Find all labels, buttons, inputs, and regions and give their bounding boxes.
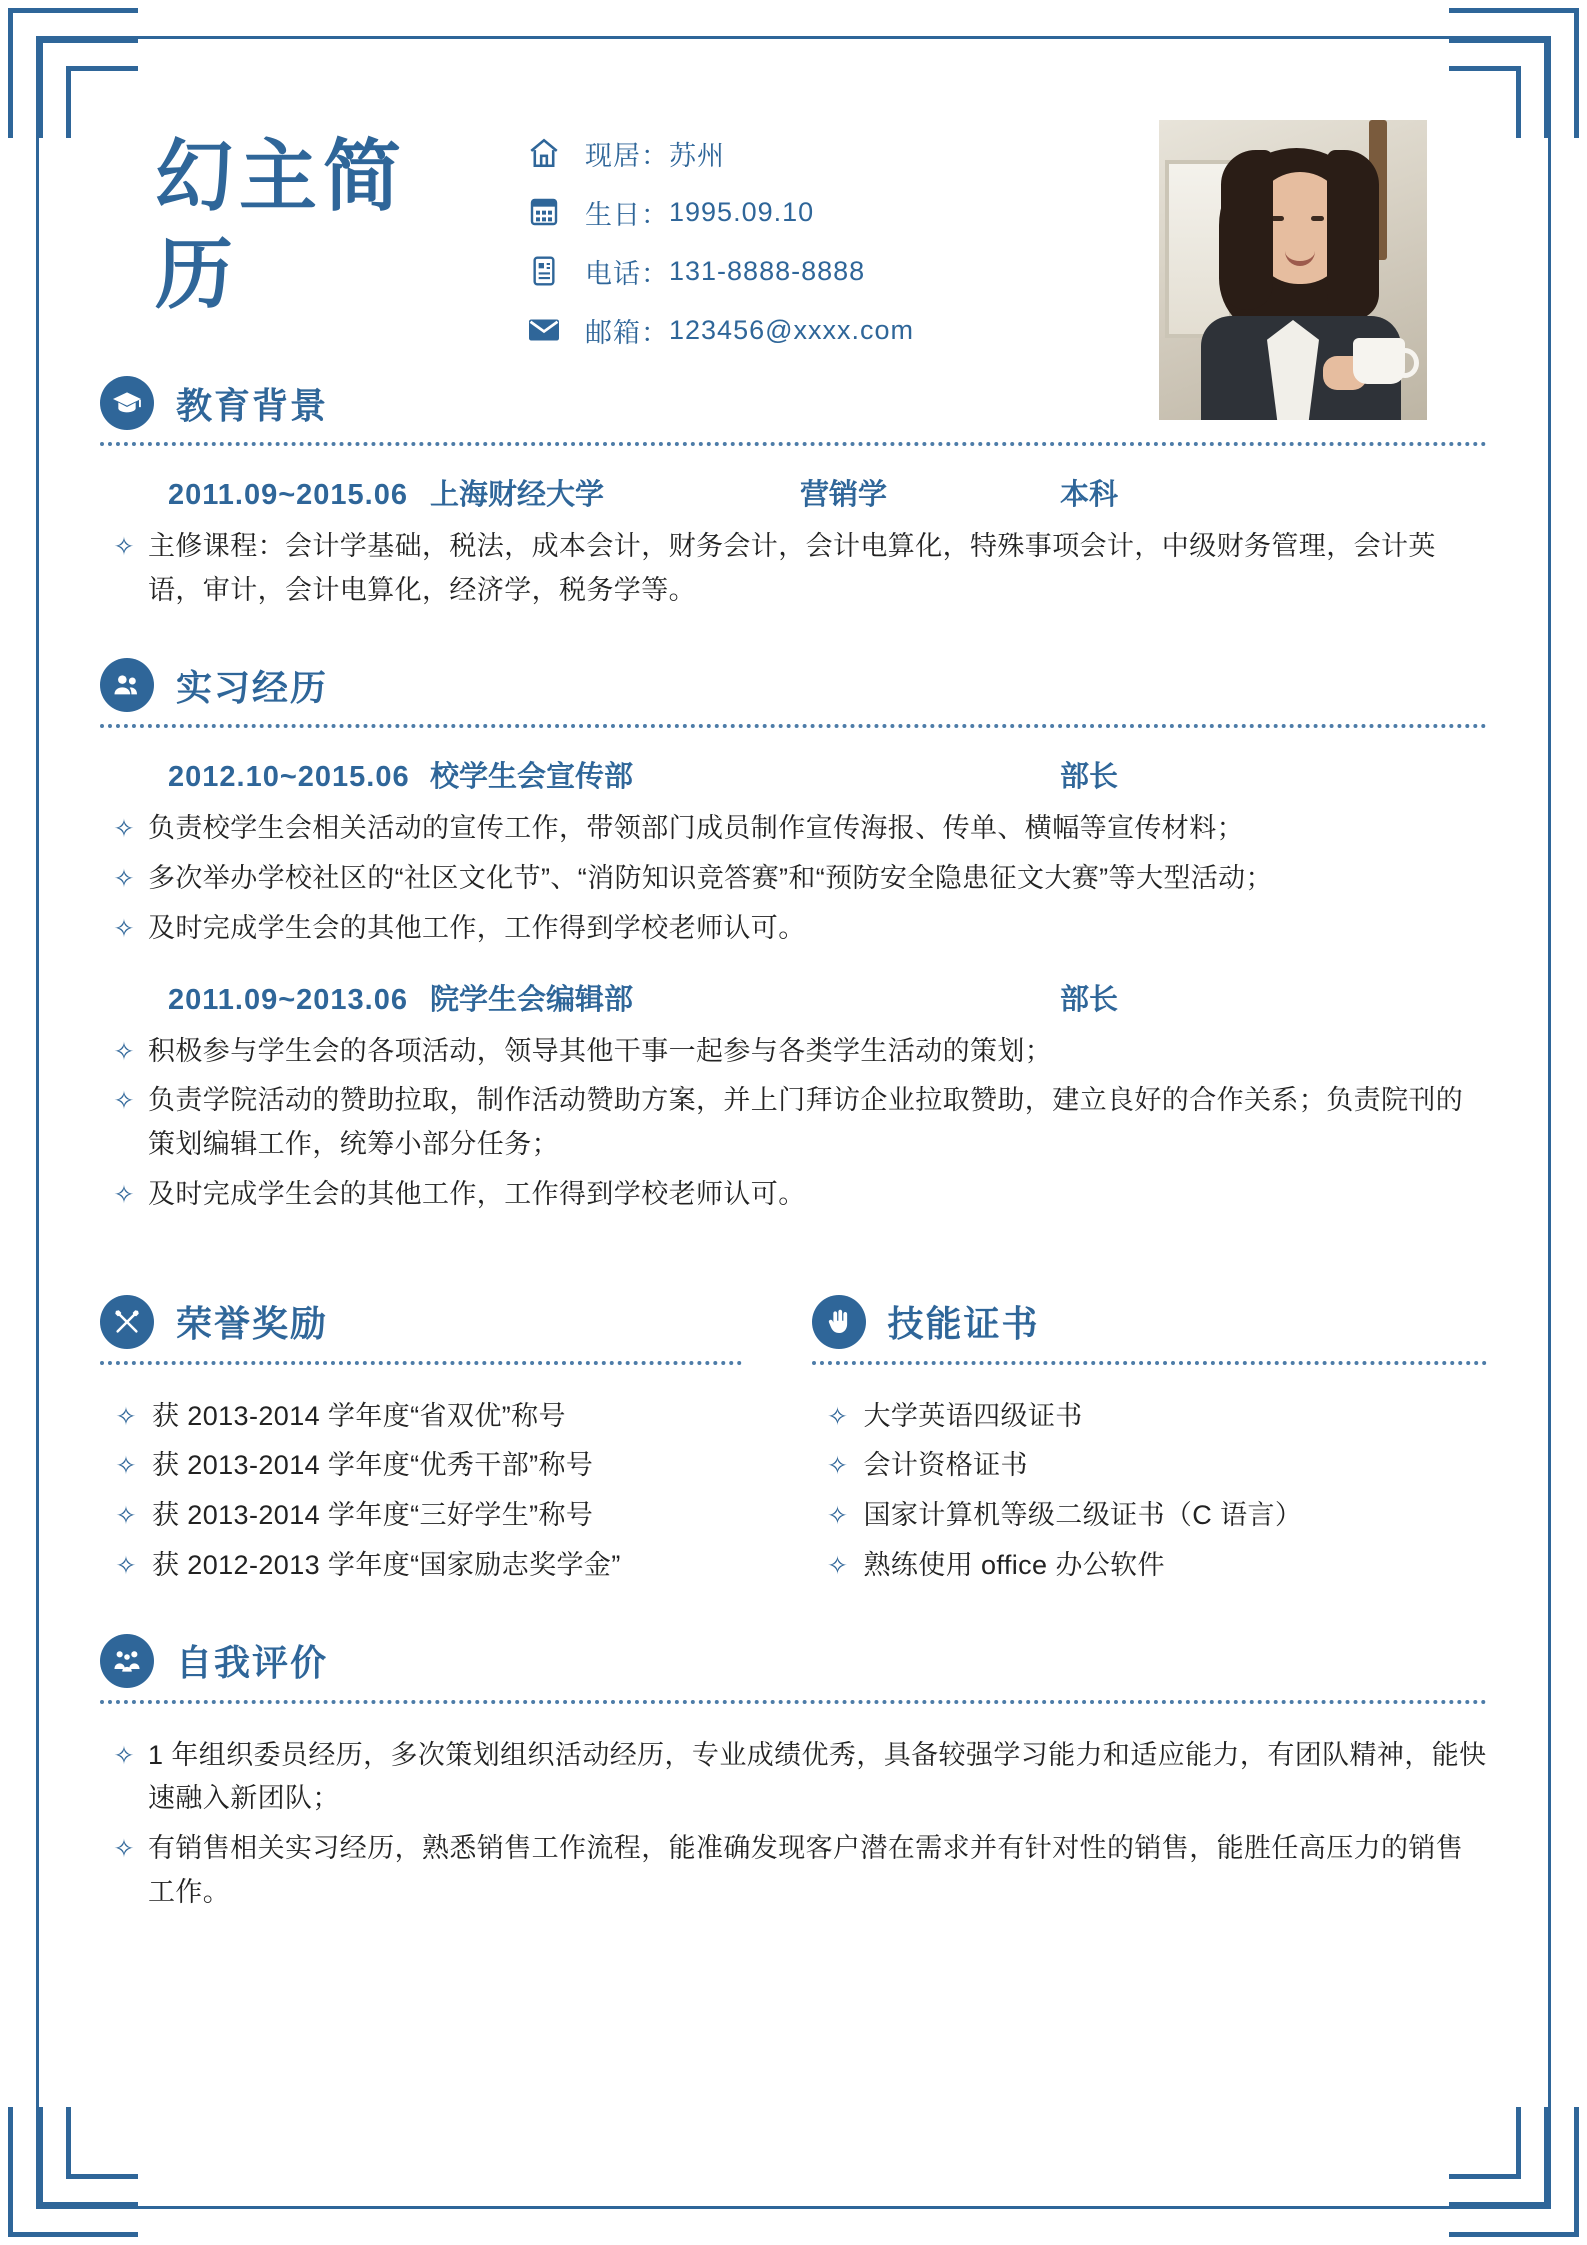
contact-email-value: 123456@xxxx.com — [669, 314, 915, 345]
bullet-icon: ✧ — [113, 914, 135, 943]
section-skills-title: 技能证书 — [887, 1303, 1040, 1345]
self-evaluation-bullet-text: 有销售相关实习经历，熟悉销售工作流程，能准确发现客户潜在需求并有针对性的销售，能胜任高压力的销售工作。 — [148, 1833, 1464, 1907]
page-title: 幻主简历 — [155, 132, 408, 318]
internship-bullet-text: 多次举办学校社区的“社区文化节”、“消防知识竞答赛”和“预防安全隐患征文大赛”等大型活动； — [148, 863, 1273, 894]
list-item — [100, 1079, 1487, 1166]
list-item — [100, 857, 1487, 901]
list-item — [100, 907, 1487, 951]
honors-bullet-text: 获 2013-2014 学年度“优秀干部”称号 — [152, 1450, 594, 1481]
skills-bullet-text: 会计资格证书 — [863, 1450, 1028, 1481]
bullet-icon: ✧ — [827, 1452, 848, 1481]
section-self-evaluation-header — [100, 1634, 1487, 1688]
bullet-icon: ✧ — [827, 1502, 848, 1531]
divider-internship — [100, 724, 1487, 728]
honors-column — [100, 1289, 794, 1594]
contact-row-phone — [525, 246, 1125, 296]
calendar-icon — [525, 193, 563, 231]
bullet-icon: ✧ — [113, 1087, 135, 1116]
section-self-evaluation-title: 自我评价 — [176, 1642, 329, 1684]
list-item — [100, 807, 1487, 851]
section-education-title: 教育背景 — [176, 384, 329, 426]
bullet-icon: ✧ — [113, 815, 135, 844]
mail-icon — [525, 311, 563, 349]
list-item — [100, 1544, 742, 1588]
self-evaluation-bullet-text: 1 年组织委员经历，多次策划组织活动经历，专业成绩优秀，具备较强学习能力和适应能力，有团队精神，能快速融入新团队； — [148, 1739, 1487, 1814]
people-icon — [100, 658, 154, 712]
bullet-icon: ✧ — [115, 1452, 137, 1481]
internship-entry-heading-2 — [100, 977, 1487, 1018]
contact-row-email — [525, 305, 1125, 355]
internship-position-1: 部长 — [1060, 761, 1119, 794]
education-date: 2011.09~2015.06 — [168, 479, 408, 511]
internship-entry-heading-1 — [100, 754, 1487, 795]
divider-honors — [100, 1361, 742, 1365]
avatar — [1159, 120, 1427, 420]
bullet-icon: ✧ — [827, 1551, 848, 1580]
skills-bullet-text: 国家计算机等级二级证书（C 语言） — [863, 1500, 1303, 1531]
honors-bullet-text: 获 2013-2014 学年度“省双优”称号 — [152, 1400, 566, 1431]
honors-bullet-text: 获 2013-2014 学年度“三好学生”称号 — [152, 1500, 594, 1531]
divider-self-evaluation — [100, 1700, 1487, 1704]
internship-bullet-text: 积极参与学生会的各项活动，领导其他干事一起参与各类学生活动的策划； — [148, 1035, 1053, 1066]
internship-bullet-text: 负责校学生会相关活动的宣传工作，带领部门成员制作宣传海报、传单、横幅等宣传材料； — [148, 813, 1244, 844]
internship-bullet-text: 及时完成学生会的其他工作，工作得到学校老师认可。 — [148, 912, 806, 943]
contact-email-label: 邮箱： — [585, 317, 669, 348]
resume-header — [100, 100, 1487, 370]
list-item — [100, 525, 1487, 612]
contact-birthday-value: 1995.09.10 — [669, 196, 815, 227]
bullet-icon: ✧ — [827, 1402, 848, 1431]
honors-bullet-text: 获 2012-2013 学年度“国家励志奖学金” — [152, 1549, 621, 1580]
internship-bullet-text: 及时完成学生会的其他工作，工作得到学校老师认可。 — [148, 1178, 806, 1209]
education-entry-heading — [100, 472, 1487, 513]
bullet-icon: ✧ — [115, 1551, 137, 1580]
honors-skills-row — [100, 1289, 1487, 1594]
skills-bullet-text: 大学英语四级证书 — [863, 1400, 1083, 1431]
education-org: 上海财经大学 — [430, 479, 605, 511]
list-item — [100, 1494, 742, 1538]
list-item — [100, 1173, 1487, 1217]
list-item — [812, 1544, 1488, 1588]
education-bullet-text: 主修课程：会计学基础，税法，成本会计，财务会计，会计电算化，特殊事项会计，中级财务管理，会计英语，审计，会计电算化，经济学，税务学等。 — [148, 531, 1436, 605]
divider-education — [100, 442, 1487, 446]
contact-residence-label: 现居： — [585, 140, 669, 171]
tools-icon — [100, 1295, 154, 1349]
education-major: 营销学 — [800, 479, 888, 511]
family-icon — [100, 1634, 154, 1688]
contact-row-residence — [525, 128, 1125, 178]
education-degree: 本科 — [1060, 479, 1119, 511]
contact-row-birthday — [525, 187, 1125, 237]
graduation-cap-icon — [100, 376, 154, 430]
section-skills-header — [812, 1295, 1488, 1349]
bullet-icon: ✧ — [113, 865, 135, 894]
internship-bullets-1 — [100, 807, 1487, 950]
bullet-icon: ✧ — [113, 1741, 135, 1770]
list-item — [100, 1395, 742, 1439]
internship-org-2: 院学生会编辑部 — [430, 983, 634, 1016]
bullet-icon: ✧ — [113, 533, 135, 561]
self-evaluation-bullets — [100, 1734, 1487, 1915]
home-icon — [525, 134, 563, 172]
list-item — [812, 1444, 1488, 1488]
section-internship-title: 实习经历 — [176, 666, 329, 708]
list-item — [100, 1030, 1487, 1074]
bullet-icon: ✧ — [115, 1402, 137, 1431]
internship-bullets-2 — [100, 1030, 1487, 1217]
bullet-icon: ✧ — [113, 1037, 135, 1066]
internship-date-1: 2012.10~2015.06 — [168, 761, 410, 794]
phone-icon — [525, 252, 563, 290]
hand-icon — [812, 1295, 866, 1349]
list-item — [812, 1494, 1488, 1538]
bullet-icon: ✧ — [115, 1502, 137, 1531]
list-item — [100, 1827, 1487, 1914]
internship-date-2: 2011.09~2013.06 — [168, 983, 408, 1016]
section-honors-title: 荣誉奖励 — [176, 1303, 329, 1345]
list-item — [100, 1734, 1487, 1821]
education-bullets — [100, 525, 1487, 612]
skills-column — [794, 1289, 1488, 1594]
contact-phone-label: 电话： — [585, 258, 669, 289]
bullet-icon: ✧ — [113, 1180, 135, 1209]
skills-bullet-text: 熟练使用 office 办公软件 — [863, 1549, 1165, 1580]
honors-bullets — [100, 1395, 742, 1588]
bullet-icon: ✧ — [113, 1835, 135, 1864]
section-honors-header — [100, 1295, 742, 1349]
contact-residence-value: 苏州 — [669, 140, 725, 171]
contact-block — [525, 128, 1125, 364]
list-item — [812, 1395, 1488, 1439]
contact-phone-value: 131-8888-8888 — [669, 255, 866, 286]
list-item — [100, 1444, 742, 1488]
internship-position-2: 部长 — [1060, 983, 1119, 1016]
resume-content — [100, 100, 1487, 2145]
divider-skills — [812, 1361, 1488, 1365]
section-internship-header — [100, 658, 1487, 712]
internship-bullet-text: 负责学院活动的赞助拉取，制作活动赞助方案，并上门拜访企业拉取赞助，建立良好的合作关系；负责院刊的策划编辑工作，统筹小部分任务； — [148, 1085, 1464, 1160]
internship-org-1: 校学生会宣传部 — [430, 761, 634, 794]
contact-birthday-label: 生日： — [585, 199, 669, 230]
skills-bullets — [812, 1395, 1488, 1588]
